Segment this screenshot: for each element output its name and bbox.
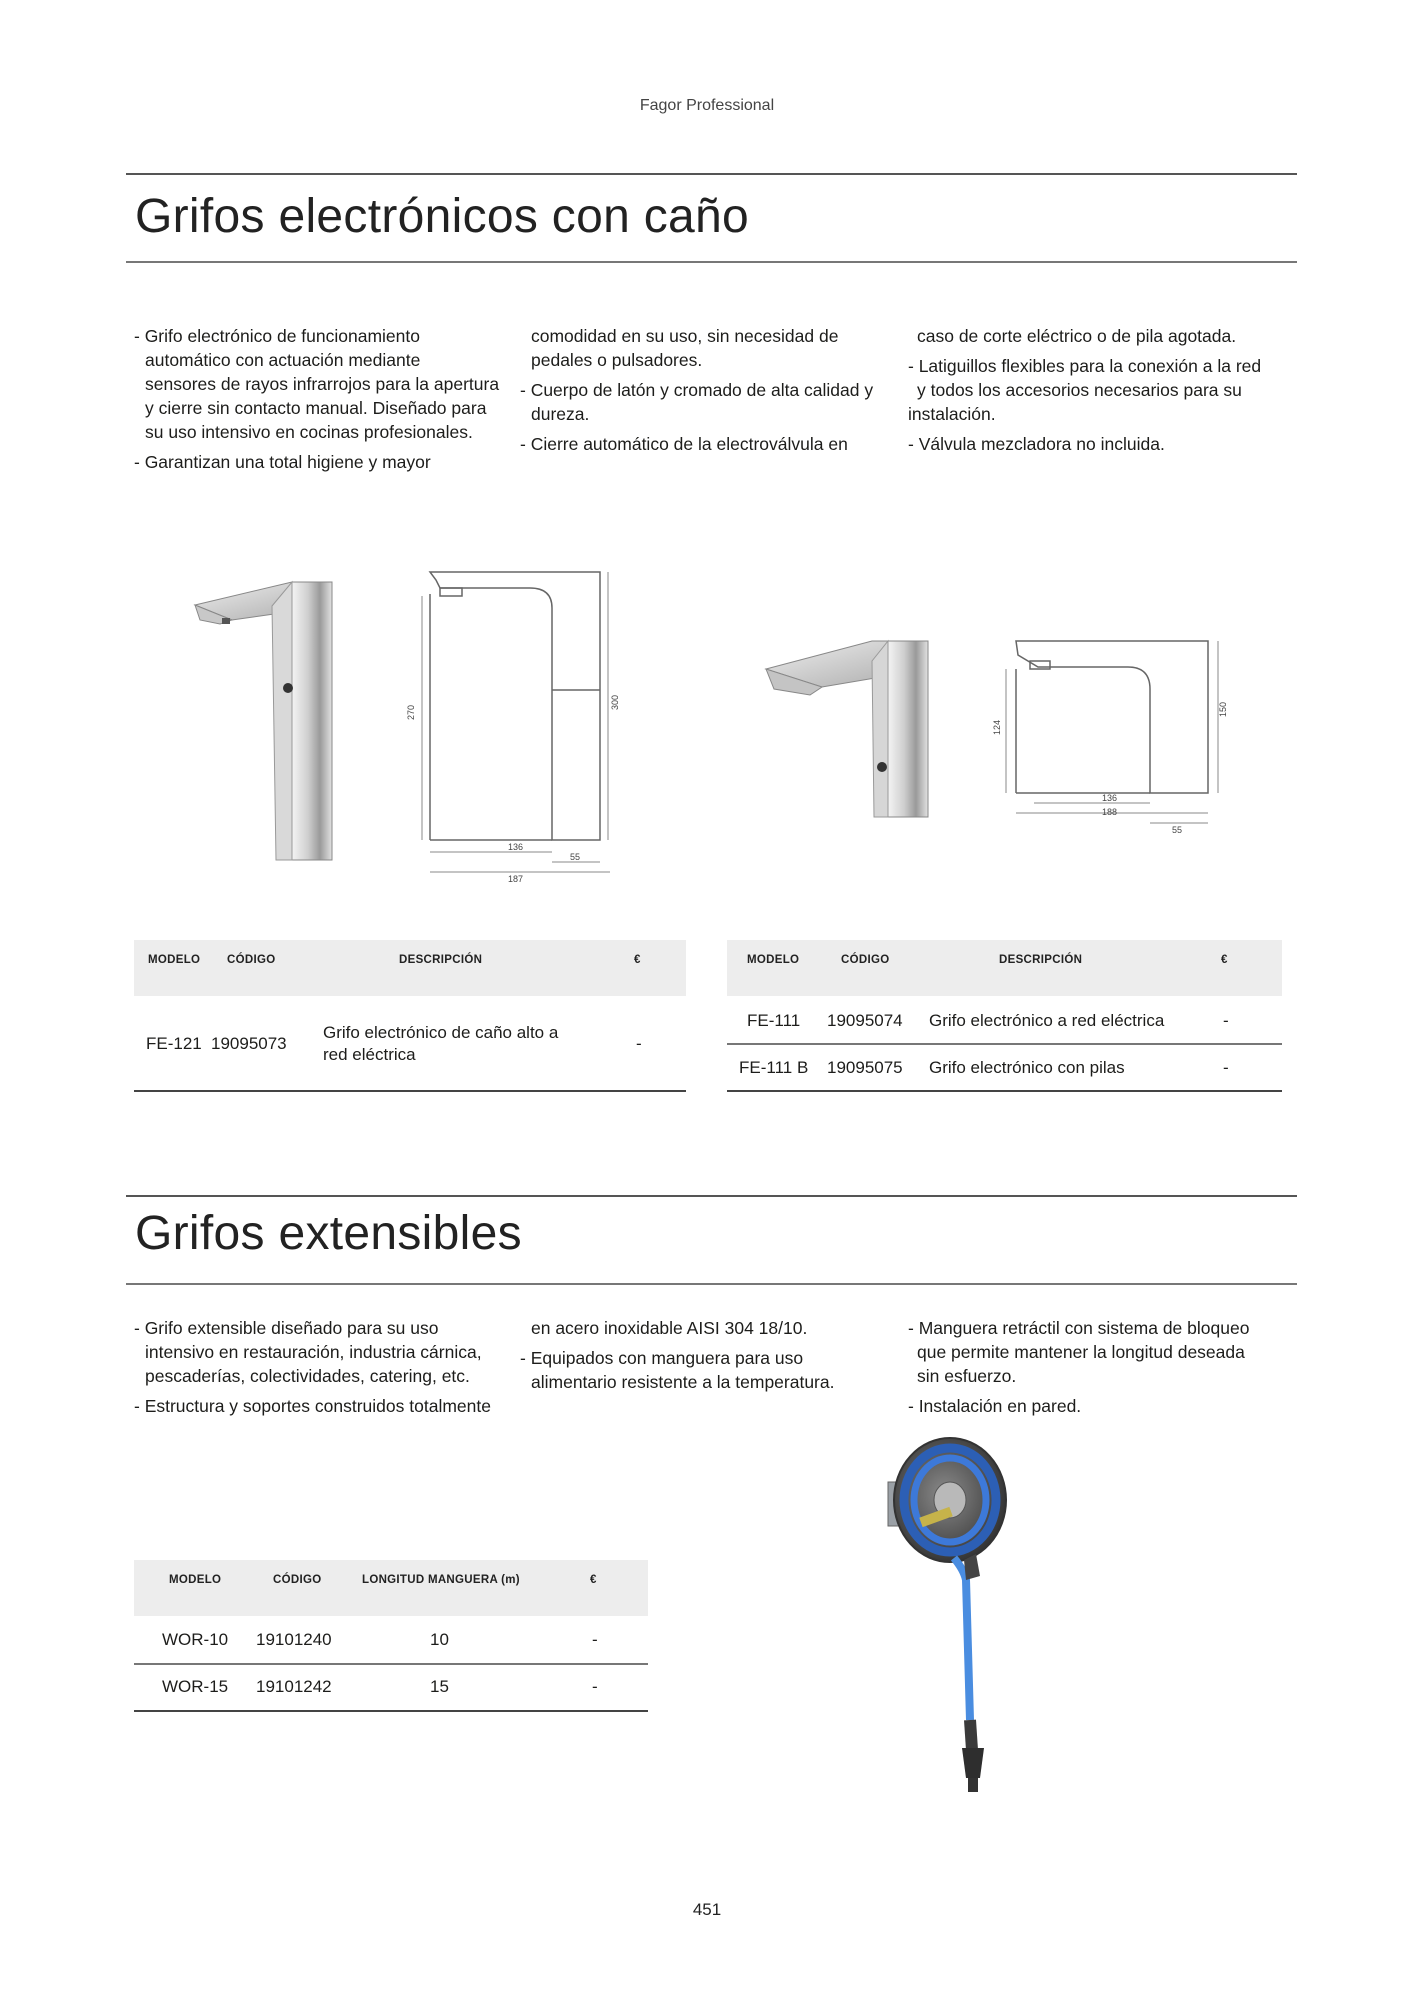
cell-codigo: 19101242 — [256, 1677, 332, 1696]
bullet-line: su uso intensivo en cocinas profesionales. — [145, 422, 473, 442]
cell-descripcion: red eléctrica — [323, 1045, 416, 1064]
header-descripcion: DESCRIPCIÓN — [999, 954, 1083, 966]
section-rule-bottom — [126, 1283, 1297, 1285]
bullet-line: - Grifo electrónico de funcionamiento — [134, 326, 420, 346]
bullet-line: - Equipados con manguera para uso — [520, 1348, 804, 1368]
table-header — [727, 940, 1282, 996]
header-codigo: CÓDIGO — [273, 1574, 322, 1586]
cell-precio: - — [592, 1677, 598, 1696]
bullet-line: pescaderías, colectividades, catering, etc. — [145, 1366, 470, 1386]
text-column-2 — [520, 324, 900, 456]
header-longitud: LONGITUD MANGUERA (m) — [362, 1574, 520, 1586]
cell-precio: - — [636, 1034, 642, 1053]
header-precio: € — [590, 1574, 597, 1586]
cell-precio: - — [592, 1630, 598, 1649]
bullet-line: pedales o pulsadores. — [531, 350, 703, 370]
section-rule-bottom — [126, 261, 1297, 263]
dimension-label: 124 — [992, 719, 1002, 735]
header-modelo: MODELO — [169, 1574, 222, 1586]
dimension-label: 187 — [508, 874, 524, 884]
section-title-electronic: Grifos electrónicos con caño — [135, 190, 750, 243]
cell-descripcion: Grifo electrónico con pilas — [929, 1058, 1125, 1077]
header-descripcion: DESCRIPCIÓN — [399, 954, 483, 966]
row-divider — [134, 1663, 648, 1665]
header-precio: € — [1221, 954, 1228, 966]
cell-modelo: FE-111 B — [739, 1058, 809, 1077]
cell-codigo: 19101240 — [256, 1630, 332, 1649]
bullet-line: y cierre sin contacto manual. Diseñado para — [145, 398, 487, 418]
dimension-label: 270 — [406, 704, 416, 720]
bullet-line: - Manguera retráctil con sistema de bloqueo — [908, 1318, 1250, 1338]
bullet-line: - Cuerpo de latón y cromado de alta calidad y — [520, 380, 874, 400]
bullet-line: en acero inoxidable AISI 304 18/10. — [531, 1318, 808, 1338]
dimension-label: 188 — [1102, 807, 1118, 817]
cell-longitud: 15 — [430, 1677, 449, 1696]
cell-modelo: FE-121 — [146, 1034, 202, 1053]
product-table-fe111 — [727, 940, 1282, 1092]
header-codigo: CÓDIGO — [227, 954, 276, 966]
bullet-line: dureza. — [531, 404, 590, 424]
page-number: 451 — [692, 1900, 722, 1919]
bullet-line: - Latiguillos flexibles para la conexión a la red — [908, 356, 1262, 376]
dimension-label: 150 — [1218, 701, 1228, 717]
bullet-line: - Garantizan una total higiene y mayor — [134, 452, 431, 472]
text-column-2 — [520, 1316, 900, 1394]
bullet-line: caso de corte eléctrico o de pila agotada. — [917, 326, 1237, 346]
tall-faucet-image — [180, 560, 350, 870]
header-brand: Fagor Professional — [639, 97, 775, 114]
bullet-line: - Válvula mezcladora no incluida. — [908, 434, 1165, 454]
bullet-line: intensivo en restauración, industria cárnica, — [145, 1342, 482, 1362]
bullet-line: sensores de rayos infrarrojos para la apertura — [145, 374, 500, 394]
cell-descripcion: Grifo electrónico a red eléctrica — [929, 1011, 1165, 1030]
bullet-line: - Cierre automático de la electroválvula en — [520, 434, 848, 454]
header-codigo: CÓDIGO — [841, 954, 890, 966]
cell-modelo: WOR-10 — [162, 1630, 229, 1649]
header-precio: € — [634, 954, 641, 966]
cell-modelo: WOR-15 — [162, 1677, 229, 1696]
bullet-line: instalación. — [908, 404, 996, 424]
dimension-label: 55 — [1172, 825, 1183, 835]
row-divider — [727, 1043, 1282, 1045]
row-divider — [134, 1090, 686, 1092]
text-column-1 — [134, 1316, 514, 1418]
short-faucet-image — [760, 625, 960, 835]
table-header — [134, 1560, 648, 1616]
bullet-line: - Instalación en pared. — [908, 1396, 1082, 1416]
bullet-line: y todos los accesorios necesarios para su — [917, 380, 1242, 400]
bullet-line: alimentario resistente a la temperatura. — [531, 1372, 835, 1392]
section-title-extensible: Grifos extensibles — [135, 1207, 522, 1260]
dimension-label: 55 — [570, 852, 581, 862]
cell-codigo: 19095073 — [211, 1034, 287, 1053]
hose-reel-image — [880, 1430, 1040, 1820]
bullet-line: sin esfuerzo. — [917, 1366, 1017, 1386]
section-rule-top — [126, 1195, 1297, 1197]
text-column-3 — [908, 324, 1298, 456]
bullet-line: - Estructura y soportes construidos totalmente — [134, 1396, 491, 1416]
bullet-line: comodidad en su uso, sin necesidad de — [531, 326, 839, 346]
dimension-label: 136 — [508, 842, 524, 852]
bullet-line: - Grifo extensible diseñado para su uso — [134, 1318, 439, 1338]
bullet-line: automático con actuación mediante — [145, 350, 421, 370]
text-column-3 — [908, 1316, 1298, 1418]
tall-faucet-drawing — [400, 560, 640, 890]
cell-descripcion: Grifo electrónico de caño alto a — [323, 1023, 559, 1042]
cell-precio: - — [1223, 1058, 1229, 1077]
cell-modelo: FE-111 — [747, 1011, 801, 1030]
cell-precio: - — [1223, 1011, 1229, 1030]
header-modelo: MODELO — [148, 954, 201, 966]
cell-codigo: 19095075 — [827, 1058, 903, 1077]
header-modelo: MODELO — [747, 954, 800, 966]
text-column-1 — [134, 324, 514, 474]
row-divider — [727, 1090, 1282, 1092]
cell-codigo: 19095074 — [827, 1011, 903, 1030]
section-rule-top — [126, 173, 1297, 175]
cell-longitud: 10 — [430, 1630, 449, 1649]
product-table-wor — [134, 1560, 648, 1712]
dimension-label: 136 — [1102, 793, 1118, 803]
row-divider — [134, 1710, 648, 1712]
table-header — [134, 940, 686, 996]
bullet-line: que permite mantener la longitud deseada — [917, 1342, 1245, 1362]
product-table-fe121 — [134, 940, 686, 1092]
short-faucet-drawing — [990, 625, 1240, 845]
dimension-label: 300 — [610, 694, 620, 710]
